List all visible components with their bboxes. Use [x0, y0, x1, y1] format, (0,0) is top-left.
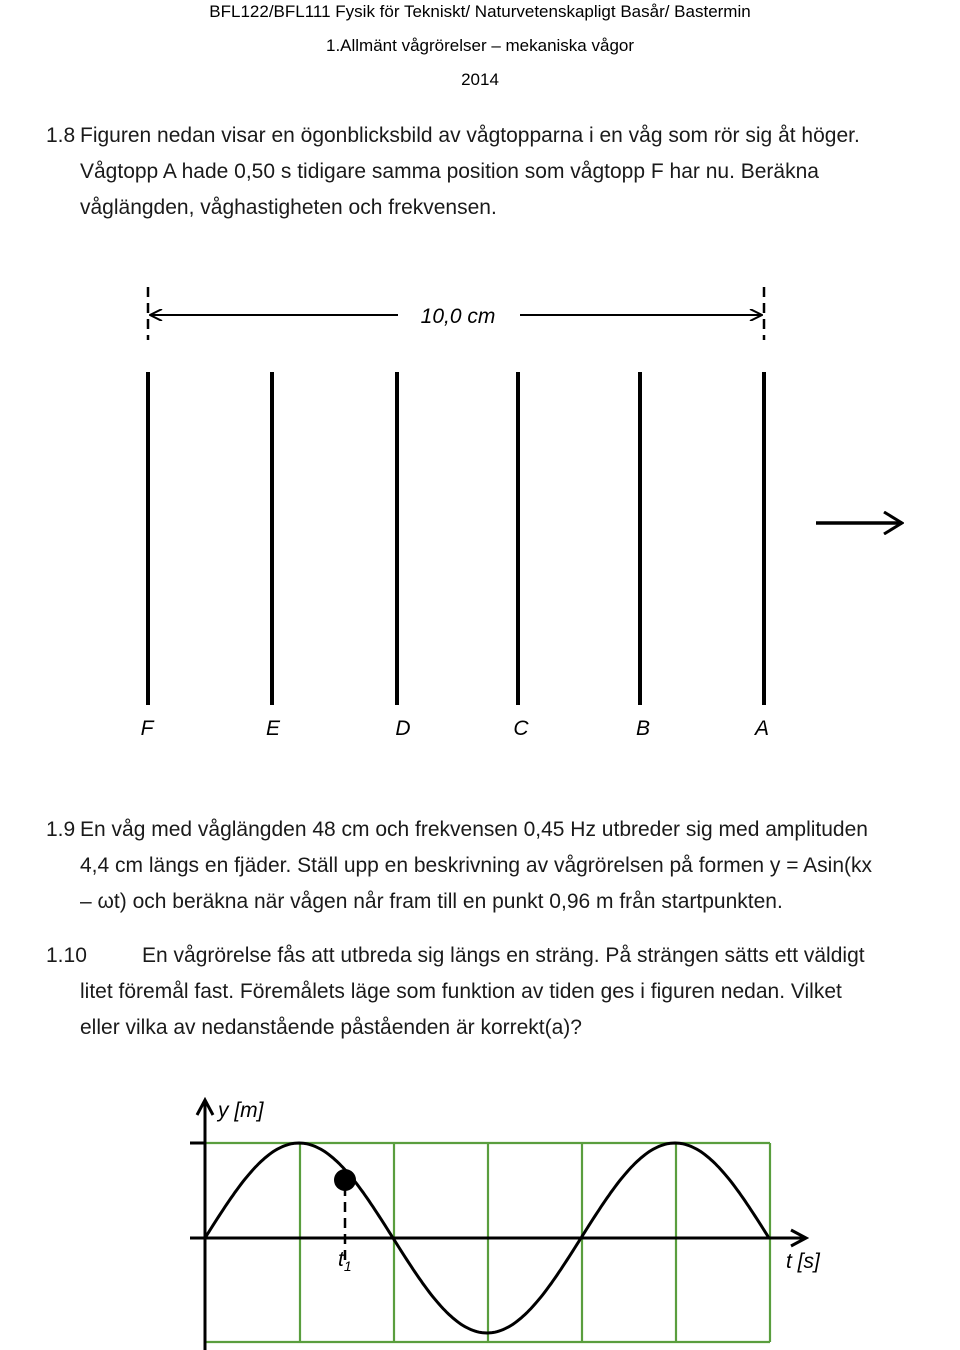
course-header: BFL122/BFL111 Fysik för Tekniskt/ Naturvetenskapligt Basår/ Bastermin: [209, 2, 751, 21]
crest-label: E: [265, 717, 281, 740]
t-axis-label: t [s]: [786, 1250, 820, 1273]
problem-number: 1.8: [46, 124, 76, 147]
t1-label: $t_1$: [338, 1248, 352, 1274]
problem-line: En vågrörelse fås att utbreda sig längs en sträng. På strängen sätts ett väldigt: [142, 944, 865, 967]
t1-subscript: 1: [343, 1258, 352, 1274]
problem-line: litet föremål fast. Föremålets läge som funktion av tiden ges i figuren nedan. Vilket: [80, 980, 842, 1003]
y-axis-label: y [m]: [218, 1099, 264, 1122]
problem-line: våglängden, våghastigheten och frekvensen.: [80, 196, 497, 219]
crest-label: D: [395, 717, 411, 740]
year-header: 2014: [461, 70, 499, 89]
problem-line: eller vilka av nedanstående påståenden är korrekt(a)?: [80, 1016, 582, 1039]
crest-label: F: [140, 717, 154, 740]
problem-number: 1.10: [46, 944, 87, 967]
crest-label: A: [754, 717, 770, 740]
crest-label: B: [635, 717, 651, 740]
problem-line: Vågtopp A hade 0,50 s tidigare samma position som vågtopp F har nu. Beräkna: [80, 160, 819, 183]
problem-line: 4,4 cm längs en fjäder. Ställ upp en beskrivning av vågrörelsen på formen y = Asin(kx: [80, 854, 873, 877]
chapter-header: 1.Allmänt vågrörelser – mekaniska vågor: [325, 36, 635, 55]
crest-label: C: [513, 717, 529, 740]
grid: [205, 1143, 770, 1342]
distance-label: 10,0 cm: [420, 305, 496, 328]
object-point: [334, 1169, 356, 1191]
problem-line: – ωt) och beräkna när vågen når fram till en punkt 0,96 m från startpunkten.: [80, 890, 783, 913]
problem-line: En våg med våglängden 48 cm och frekvensen 0,45 Hz utbreder sig med amplituden: [80, 818, 868, 841]
problem-line: Figuren nedan visar en ögonblicksbild av vågtopparna i en våg som rör sig åt höger.: [80, 124, 860, 147]
problem-number: 1.9: [46, 818, 76, 841]
